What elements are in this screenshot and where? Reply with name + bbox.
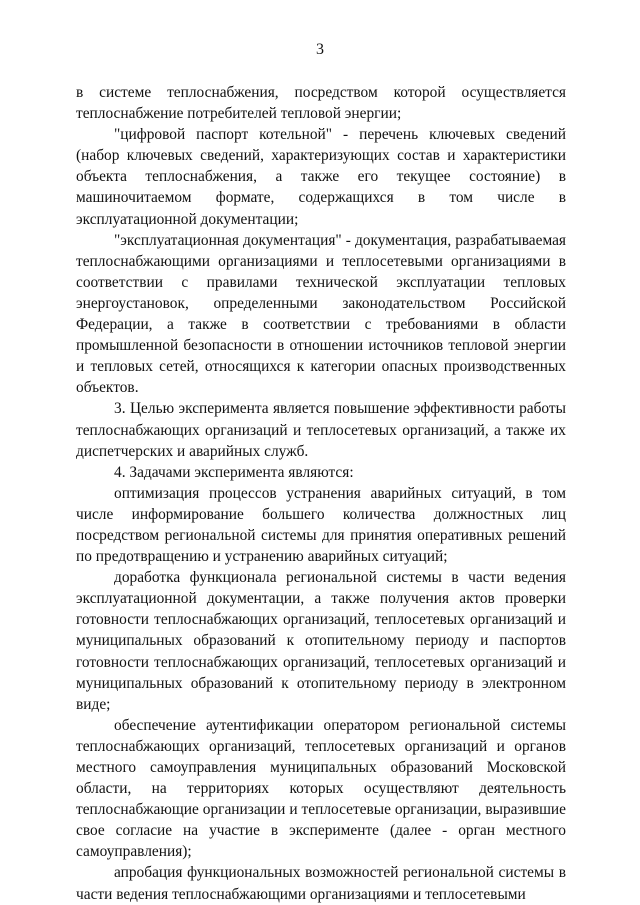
document-body <box>76 82 566 905</box>
clause-3-goal: 3. Целью эксперимента является повышение эффективности работы теплоснабжающих организаций и теплосетевых организаций, а также их диспетчерских и аварийных служб. <box>76 400 566 460</box>
task-optimization: оптимизация процессов устранения аварийных ситуаций, в том числе информирование большего количества должностных лиц посредством региональной системы для принятия оперативных решений по предотвращению и устранению аварийных ситуаций; <box>76 484 566 566</box>
page-number: 3 <box>316 41 324 58</box>
definition-digital-passport: "цифровой паспорт котельной" - перечень ключевых сведений (набор ключевых сведений, характеризующих состав и характеристики объекта теплоснабжения, а также его текущее состояние) в машиночитаемом формате, содержащихся в том числе в эксплуатационной документации; <box>76 126 566 228</box>
task-functionality-upgrade: доработка функционала региональной системы в части ведения эксплуатационной документации, а также получения актов проверки готовности теплоснабжающих организаций, теплосетевых организаций и муниципальных образований к отопительному периоду и паспортов готовности теплоснабжающих организаций, теплосетевых организаций и муниципальных образований к отопительному периоду в электронном виде; <box>76 569 566 713</box>
paragraph-continuation: в системе теплоснабжения, посредством которой осуществляется теплоснабжение потребителей тепловой энергии; <box>76 84 566 123</box>
task-authentication: обеспечение аутентификации оператором региональной системы теплоснабжающих организаций, теплосетевых организаций и органов местного самоуправления муниципальных образований Московской области, на территориях которых осуществляют деятельность теплоснабжающие организации и теплосетевые организации, выразившие свое согласие на участие в эксперименте (далее - орган местного самоуправления); <box>76 716 566 861</box>
clause-4-heading: 4. Задачами эксперимента являются: <box>114 463 354 481</box>
definition-operational-documentation: "эксплуатационная документация" - документация, разрабатываемая теплоснабжающими организациями и теплосетевыми организациями в соответствии с правилами технической эксплуатации тепловых энергоустановок, определенными законодательством Российской Федерации, а также в соответствии с требованиями в области промышленной безопасности в отношении источников тепловой энергии и тепловых сетей, относящихся к категории опасных производственных объектов. <box>76 231 566 397</box>
task-approbation: апробация функциональных возможностей региональной системы в части ведения теплоснабжающими организациями и теплосетевыми <box>76 864 566 903</box>
